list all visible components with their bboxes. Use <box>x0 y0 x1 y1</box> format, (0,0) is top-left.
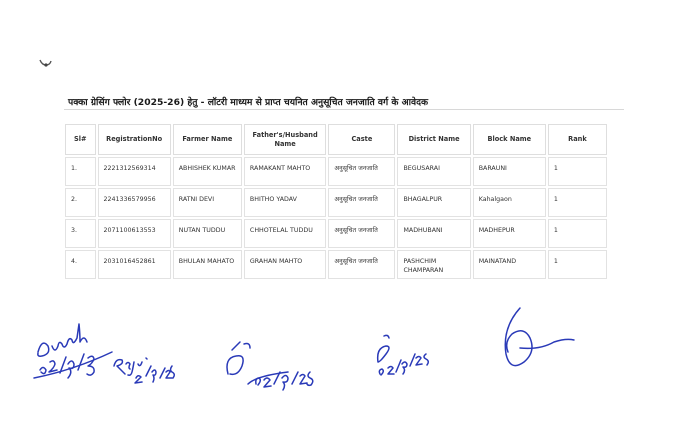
cell-block: Kahalgaon <box>473 188 546 217</box>
cell-father-name: GRAHAN MAHTO <box>244 250 326 279</box>
cell-rank: 1 <box>548 157 607 186</box>
signature-1 <box>34 324 112 378</box>
cell-farmer-name: ABHISHEK KUMAR <box>173 157 242 186</box>
cell-father-name: BHITHO YADAV <box>244 188 326 217</box>
cell-district: BHAGALPUR <box>397 188 470 217</box>
col-header-father-husband: Father's/Husband Name <box>244 124 326 155</box>
cell-registration: 2071100613553 <box>98 219 171 248</box>
table-row <box>65 250 607 279</box>
scan-speck-mark <box>37 56 55 70</box>
table-row <box>65 219 607 248</box>
signature-5 <box>505 308 574 366</box>
signature-3 <box>227 342 313 390</box>
col-header-sl: Sl# <box>65 124 96 155</box>
cell-father-name: RAMAKANT MAHTO <box>244 157 326 186</box>
cell-block: MAINATAND <box>473 250 546 279</box>
cell-caste: अनुसूचित जनजाति <box>328 219 395 248</box>
cell-caste: अनुसूचित जनजाति <box>328 157 395 186</box>
col-header-registration: RegistrationNo <box>98 124 171 155</box>
col-header-block: Block Name <box>473 124 546 155</box>
cell-rank: 1 <box>548 188 607 217</box>
cell-district: MADHUBANI <box>397 219 470 248</box>
signature-2 <box>114 358 174 383</box>
cell-sl: 2. <box>65 188 96 217</box>
col-header-district: District Name <box>397 124 470 155</box>
cell-caste: अनुसूचित जनजाति <box>328 250 395 279</box>
cell-block: BARAUNI <box>473 157 546 186</box>
cell-rank: 1 <box>548 219 607 248</box>
table-header-row <box>65 124 607 155</box>
table-row <box>65 188 607 217</box>
col-header-caste: Caste <box>328 124 395 155</box>
applicant-table <box>63 122 609 281</box>
cell-registration: 2031016452861 <box>98 250 171 279</box>
cell-farmer-name: RATNI DEVI <box>173 188 242 217</box>
cell-rank: 1 <box>548 250 607 279</box>
cell-farmer-name: BHULAN MAHATO <box>173 250 242 279</box>
cell-sl: 4. <box>65 250 96 279</box>
signature-area <box>0 300 687 436</box>
cell-registration: 2221312569314 <box>98 157 171 186</box>
page-title: पक्का ग्रेसिंग फ्लोर (2025-26) हेतु - लॉटरी माध्यम से प्राप्त चयनित अनुसूचित जनजाति वर्ग के आवेदक <box>68 97 429 108</box>
cell-district: PASHCHIM CHAMPARAN <box>397 250 470 279</box>
cell-sl: 3. <box>65 219 96 248</box>
table-row <box>65 157 607 186</box>
signature-4 <box>378 335 429 375</box>
cell-father-name: CHHOTELAL TUDDU <box>244 219 326 248</box>
cell-registration: 2241336579956 <box>98 188 171 217</box>
col-header-farmer-name: Farmer Name <box>173 124 242 155</box>
cell-district: BEGUSARAI <box>397 157 470 186</box>
cell-sl: 1. <box>65 157 96 186</box>
col-header-rank: Rank <box>548 124 607 155</box>
title-divider <box>64 109 624 110</box>
cell-farmer-name: NUTAN TUDDU <box>173 219 242 248</box>
cell-caste: अनुसूचित जनजाति <box>328 188 395 217</box>
cell-block: MADHEPUR <box>473 219 546 248</box>
